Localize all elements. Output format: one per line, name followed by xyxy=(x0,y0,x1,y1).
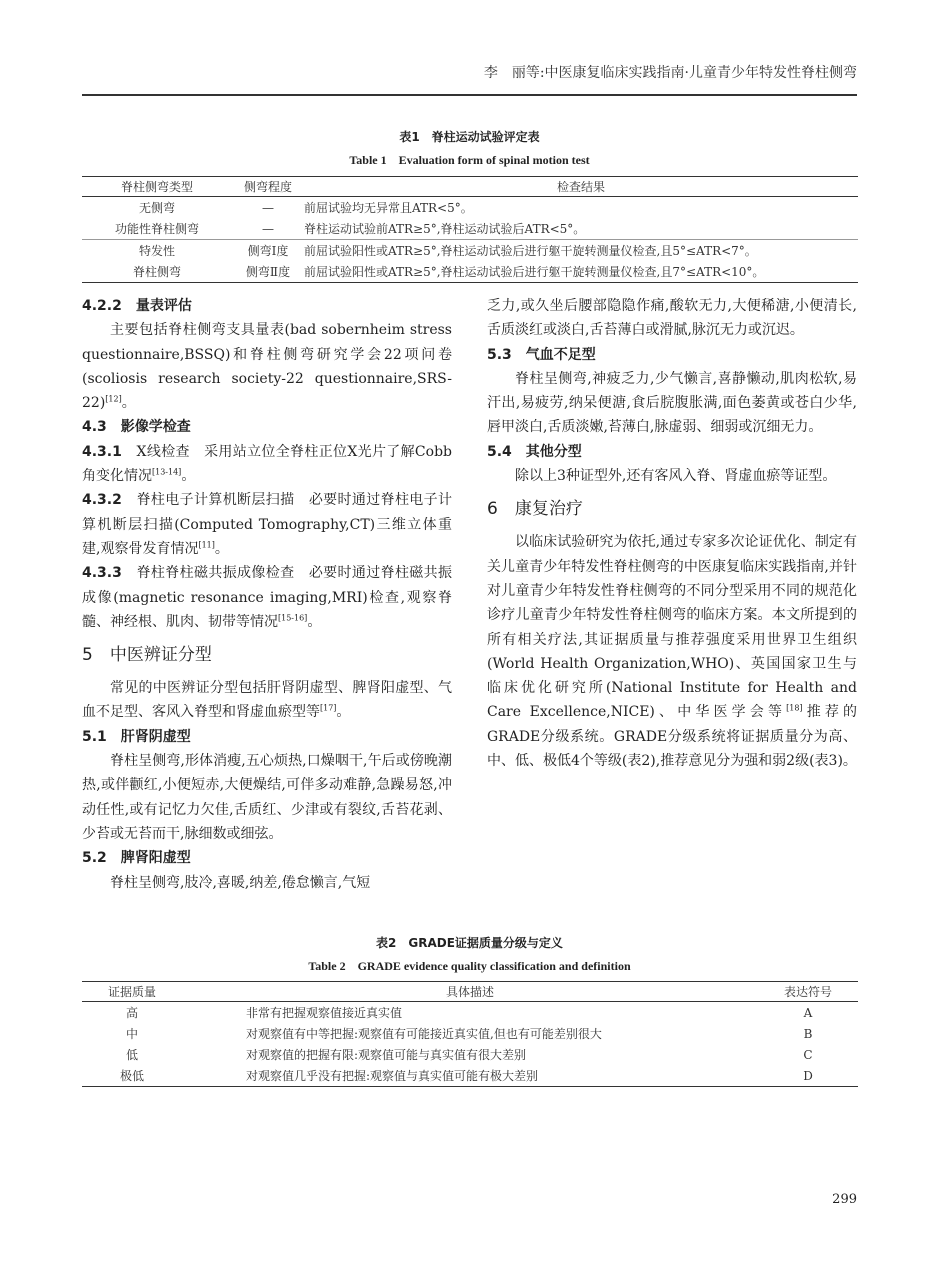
table2-cell-desc: 非常有把握观察值接近真实值 xyxy=(246,1006,403,1020)
section-heading: 5 中医辨证分型 xyxy=(82,645,212,666)
table1-cell-result: 前屈试验阳性或ATR≥5°,脊柱运动试验后进行躯干旋转测量仪检查,且7°≤ATR<10°。 xyxy=(304,261,858,283)
table1-cell-type: 特发性 xyxy=(138,244,175,258)
table2-header-cell: 表达符号 xyxy=(758,982,858,1002)
table-row xyxy=(82,1002,858,1024)
paragraph: 乏力,或久坐后腰部隐隐作痛,酸软无力,大便稀溏,小便清长,舌质淡红或淡白,舌苔薄白或滑腻,脉沉无力或沉迟。 xyxy=(487,298,857,339)
table-row xyxy=(82,240,858,262)
table2-cell-quality: 中 xyxy=(125,1027,138,1041)
table2-caption-cn: 表2 GRADE证据质量分级与定义 xyxy=(376,936,563,950)
table2-header-cell: 证据质量 xyxy=(82,982,182,1002)
table2-caption-en: Table 2 GRADE evidence quality classification and definition xyxy=(308,959,631,973)
table1-cell-type: 脊柱侧弯 xyxy=(82,261,232,283)
table1-header-cell: 脊柱侧弯类型 xyxy=(82,177,232,197)
table2-cell-desc: 对观察值的把握有限:观察值可能与真实值有很大差别 xyxy=(246,1048,527,1062)
table2-cell-desc: 对观察值几乎没有把握:观察值与真实值可能有极大差别 xyxy=(182,1065,758,1087)
section-heading: 4.2.2 量表评估 xyxy=(82,298,192,314)
subsection-number: 4.3.3 xyxy=(82,565,122,582)
table-row xyxy=(82,197,858,219)
section-heading: 4.3 影像学检查 xyxy=(82,419,191,436)
citation: [17] xyxy=(320,703,337,713)
paragraph: 4.3.2 脊柱电子计算机断层扫描 必要时通过脊柱电子计算机断层扫描(Computed Tomography,CT)三维立体重建,观察骨发育情况[11]。 xyxy=(82,492,452,557)
table2-cell-symbol: C xyxy=(803,1047,813,1062)
citation: [18] xyxy=(786,703,803,713)
table1-cell-degree: — xyxy=(232,218,304,240)
table1-cell-degree: 侧弯Ⅱ度 xyxy=(232,261,304,283)
table1-cell-degree: 侧弯Ⅰ度 xyxy=(247,244,289,258)
citation: [12] xyxy=(105,394,122,404)
paragraph: 以临床试验研究为依托,通过专家多次论证优化、制定有关儿童青少年特发性脊柱侧弯的中医康复临床实践指南,并针对儿童青少年特发性脊柱侧弯的不同分型采用不同的规范化诊疗儿童青少年特发性脊柱侧弯的临床方案。本文所提到的所有相关疗法,其证据质量与推荐强度采用世界卫生组织(World Health Organization,WHO)、英国国家卫生与临床优化研究所(National Institute for Health and Care Excellence,NICE)、中华医学会等[18]推荐的GRADE分级系统。GRADE分级系统将证据质量分为高、中、低、极低4个等级(表2),推荐意见分为强和弱2级(表3)。 xyxy=(487,534,858,770)
citation: [11] xyxy=(198,540,215,550)
table1-header-cell: 检查结果 xyxy=(304,177,858,197)
table1-cell-type: 功能性脊柱侧弯 xyxy=(82,218,232,240)
subsection-number: 4.3.2 xyxy=(82,492,122,509)
table2-cell-desc: 对观察值有中等把握:观察值有可能接近真实值,但也有可能差别很大 xyxy=(246,1027,602,1041)
section-heading: 5.1 肝肾阴虚型 xyxy=(82,728,191,745)
table2-header-cell: 具体描述 xyxy=(182,982,758,1002)
table1-header-row xyxy=(82,177,858,197)
table1-cell-result: 脊柱运动试验前ATR≥5°,脊柱运动试验后ATR<5°。 xyxy=(304,218,858,240)
paragraph: 脊柱呈侧弯,肢冷,喜暖,纳差,倦怠懒言,气短 xyxy=(110,874,371,891)
table1-cell-type: 无侧弯 xyxy=(138,201,175,215)
section-heading: 6 康复治疗 xyxy=(487,499,583,520)
table1-header-cell: 侧弯程度 xyxy=(232,177,304,197)
paragraph: 4.3.1 X线检查 采用站立位全脊柱正位X光片了解Cobb角变化情况[13-14]。 xyxy=(82,443,452,485)
table-row xyxy=(82,1023,858,1044)
table2-cell-symbol: B xyxy=(803,1026,813,1041)
table1-cell-result: 前屈试验阳性或ATR≥5°,脊柱运动试验后进行躯干旋转测量仪检查,且5°≤ATR<7°。 xyxy=(304,244,757,258)
page-number: 299 xyxy=(832,1192,857,1207)
citation: [15-16] xyxy=(278,613,308,623)
paragraph: 常见的中医辨证分型包括肝肾阴虚型、脾肾阳虚型、气血不足型、客风入脊型和肾虚血瘀型等[17]。 xyxy=(82,680,452,721)
table2-cell-quality: 高 xyxy=(125,1006,138,1020)
table2-cell-symbol: A xyxy=(803,1005,813,1020)
section-heading: 5.2 脾肾阳虚型 xyxy=(82,850,191,867)
running-header xyxy=(82,62,857,92)
subsection-number: 4.3.1 xyxy=(82,443,122,460)
table2-cell-quality: 低 xyxy=(125,1048,138,1062)
table2-header-row xyxy=(82,982,858,1002)
table-row xyxy=(82,261,858,283)
table-row xyxy=(82,1044,858,1065)
paragraph: 脊柱呈侧弯,形体消瘦,五心烦热,口燥咽干,午后或傍晚潮热,或伴颧红,小便短赤,大便燥结,可伴多动难静,急躁易怒,冲动任性,或有记忆力欠佳,舌质红、少津或有裂纹,舌苔花剥、少苔或无苔而干,脉细数或细弦。 xyxy=(82,753,452,842)
table2-cell-quality: 极低 xyxy=(82,1065,182,1087)
left-column xyxy=(82,294,452,895)
right-column xyxy=(487,294,857,773)
table1-caption-en: Table 1 Evaluation form of spinal motion test xyxy=(349,153,590,167)
paragraph: 除以上3种证型外,还有客风入脊、肾虚血瘀等证型。 xyxy=(515,468,837,485)
paragraph: 4.3.3 脊柱脊柱磁共振成像检查 必要时通过脊柱磁共振成像(magnetic resonance imaging,MRI)检查,观察脊髓、神经根、肌肉、韧带等情况[15-16]。 xyxy=(82,565,452,630)
table1-cell-result: 前屈试验均无异常且ATR<5°。 xyxy=(304,201,473,215)
paragraph: 脊柱呈侧弯,神疲乏力,少气懒言,喜静懒动,肌肉松软,易汗出,易疲劳,纳呆便溏,食后脘腹胀满,面色萎黄或苍白少华,唇甲淡白,舌质淡嫩,苔薄白,脉虚弱、细弱或沉细无力。 xyxy=(487,370,857,436)
table-row xyxy=(82,218,858,240)
table1-cell-degree: — xyxy=(262,200,274,215)
section-heading: 5.3 气血不足型 xyxy=(487,346,596,363)
citation: [13-14] xyxy=(152,467,182,477)
section-heading: 5.4 其他分型 xyxy=(487,443,582,460)
paragraph: 主要包括脊柱侧弯支具量表(bad sobernheim stress questionnaire,BSSQ)和脊柱侧弯研究学会22项问卷(scoliosis research society-22 questionnaire,SRS-22)[12]。 xyxy=(82,322,452,412)
table2-cell-symbol: D xyxy=(758,1065,858,1087)
header-rule xyxy=(82,94,857,96)
table1-caption-cn: 表1 脊柱运动试验评定表 xyxy=(399,130,540,144)
table1 xyxy=(82,176,858,283)
running-title: 李 丽等:中医康复临床实践指南·儿童青少年特发性脊柱侧弯 xyxy=(483,65,857,81)
table-row xyxy=(82,1065,858,1087)
table2 xyxy=(82,981,858,1087)
